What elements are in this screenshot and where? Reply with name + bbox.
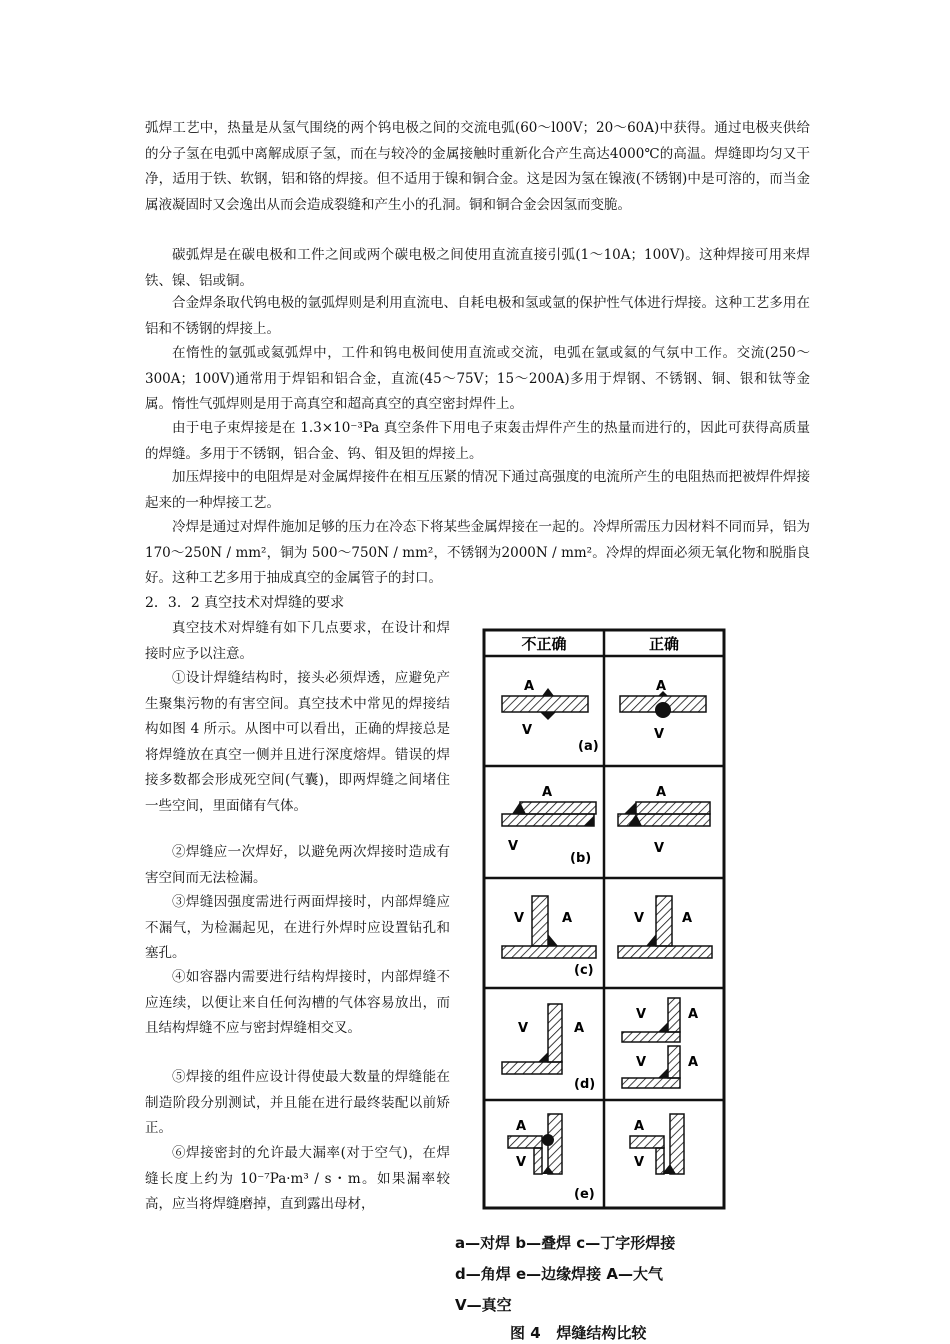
mark-a: A xyxy=(562,911,573,926)
panel-label-c: (c) xyxy=(574,963,594,978)
mark-v: V xyxy=(654,841,665,856)
mark-v: V xyxy=(514,911,525,926)
mark-a: A xyxy=(634,1119,645,1134)
panel-label-d: (d) xyxy=(574,1077,596,1092)
mark-a: A xyxy=(542,785,553,800)
figure-legend xyxy=(455,1228,755,1321)
mark-a: A xyxy=(688,1007,699,1022)
panel-e-wrong xyxy=(508,1114,562,1174)
panel-c-right xyxy=(618,896,712,958)
panel-c-wrong xyxy=(502,896,596,958)
paragraph-alloy-electrode: 合金焊条取代钨电极的氩弧焊则是利用直流电、自耗电极和氢或氩的保护性气体进行焊接。这种工艺多用在铝和不锈钢的焊接上。 xyxy=(145,295,810,337)
column-paragraph-req-3: ③焊缝因强度需进行两面焊接时，内部焊缝应不漏气，为检漏起见，在进行外焊时应设置钻孔和塞孔。 xyxy=(145,894,450,962)
mark-v: V xyxy=(516,1155,527,1170)
legend-line-3: V—真空 xyxy=(455,1296,512,1314)
column-paragraph-intro: 真空技术对焊缝有如下几点要求，在设计和焊接时应予以注意。 xyxy=(145,620,450,662)
header-wrong: 不正确 xyxy=(521,635,567,653)
panel-a-wrong xyxy=(502,679,588,738)
header-right: 正确 xyxy=(648,635,680,653)
panel-b-right xyxy=(618,785,710,856)
column-paragraph-req-4: ④如容器内需要进行结构焊接时，内部焊缝不应连续，以便让来自任何沟槽的气体容易放出，而且结构焊缝不应与密封焊缝相交叉。 xyxy=(145,969,450,1037)
legend-line-1: a—对焊 b—叠焊 c—丁字形焊接 xyxy=(455,1234,676,1252)
mark-v: V xyxy=(508,839,519,854)
paragraph-inert-gas-arc: 在惰性的氩弧或氦弧焊中，工件和钨电极间使用直流或交流，电弧在氩或氦的气氛中工作。交流(250～300A；100V)通常用于焊铝和铝合金，直流(45～75V；15～200A)多用于焊钢、不锈钢、铜、银和钛等金属。惰性气弧焊则是用于高真空和超高真空的真空密封焊件上。 xyxy=(145,345,810,413)
paragraph-cold-welding: 冷焊是通过对焊件施加足够的压力在冷态下将某些金属焊接在一起的。冷焊所需压力因材料不同而异，铝为 170～250N / mm²，铜为 500～750N / mm²，不锈钢为2000N / mm²。冷焊的焊面必须无氧化物和脱脂良好。这种工艺多用于抽成真空的金属管子的封口。 xyxy=(145,519,810,587)
paragraph-arc-welding: 弧焊工艺中，热量是从氢气围绕的两个钨电极之间的交流电弧(60～l00V；20～60A)中获得。通过电极夹供给的分子氢在电弧中离解成原子氢，而在与较冷的金属接触时重新化合产生高达4000℃的高温。焊缝即均匀又干净，适用于铁、软钢，铝和铬的焊接。但不适用于镍和铜合金。这是因为氢在镍液(不锈钢)中是可溶的，而当金属液凝固时又会逸出从而会造成裂缝和产生小的孔洞。铜和铜合金会因氢而变脆。 xyxy=(145,120,810,213)
column-paragraph-req-2: ②焊缝应一次焊好，以避免两次焊接时造成有害空间而无法检漏。 xyxy=(145,844,450,886)
mark-v: V xyxy=(636,1055,647,1070)
mark-a: A xyxy=(516,1119,527,1134)
weld-diagram xyxy=(478,626,730,1210)
column-paragraph-req-1: ①设计焊缝结构时，接头必须焊透，应避免产生聚集污物的有害空间。真空技术中常见的焊接结构如图 4 所示。从图中可以看出，正确的焊接总是将焊缝放在真空一侧并且进行深度熔焊。错误的焊接多数都会形成死空间(气囊)，即两焊缝之间堵住一些空间，里面储有气体。 xyxy=(145,670,450,814)
panel-label-e: (e) xyxy=(574,1187,595,1202)
paragraph-carbon-arc: 碳弧焊是在碳电极和工件之间或两个碳电极之间使用直流直接引弧(1～10A；100V)。这种焊接可用来焊铁、镍、铝或铜。 xyxy=(145,247,810,289)
mark-a: A xyxy=(682,911,693,926)
figure-title: 图 4 焊缝结构比较 xyxy=(510,1324,647,1342)
mark-v: V xyxy=(634,1155,645,1170)
panel-label-a: (a) xyxy=(578,739,599,754)
panel-d-right xyxy=(622,998,698,1088)
panel-d-wrong xyxy=(502,1004,584,1074)
mark-a: A xyxy=(574,1021,585,1036)
mark-a: A xyxy=(524,679,535,694)
panel-b-wrong xyxy=(502,785,596,854)
column-paragraph-req-6: ⑥焊接密封的允许最大漏率(对于空气)，在焊缝长度上约为 10⁻⁷Pa·m³ / s・m。如果漏率较高，应当将焊缝磨掉，直到露出母材， xyxy=(145,1145,450,1213)
section-heading: 2．3．2 真空技术对焊缝的要求 xyxy=(145,595,345,611)
mark-a: A xyxy=(656,679,667,694)
column-paragraph-req-5: ⑤焊接的组件应设计得使最大数量的焊缝能在制造阶段分别测试，并且能在进行最终装配以前矫正。 xyxy=(145,1069,450,1137)
mark-v: V xyxy=(636,1007,647,1022)
paragraph-electron-beam: 由于电子束焊接是在 1.3×10⁻³Pa 真空条件下用电子束轰击焊件产生的热量而进行的，因此可获得高质量的焊缝。多用于不锈钢，铝合金、钨、钼及钽的焊接上。 xyxy=(145,420,810,462)
weld-structure-figure xyxy=(478,626,730,1210)
mark-v: V xyxy=(518,1021,529,1036)
mark-v: V xyxy=(634,911,645,926)
panel-a-right xyxy=(620,679,706,742)
mark-a: A xyxy=(688,1055,699,1070)
paragraph-resistance-welding: 加压焊接中的电阻焊是对金属焊接件在相互压紧的情况下通过高强度的电流所产生的电阻热而把被焊件焊接起来的一种焊接工艺。 xyxy=(145,469,810,511)
panel-label-b: (b) xyxy=(570,851,592,866)
mark-v: V xyxy=(522,723,533,738)
mark-a: A xyxy=(656,785,667,800)
panel-e-right xyxy=(630,1114,684,1174)
legend-line-2: d—角焊 e—边缘焊接 A—大气 xyxy=(455,1265,663,1283)
mark-v: V xyxy=(654,727,665,742)
